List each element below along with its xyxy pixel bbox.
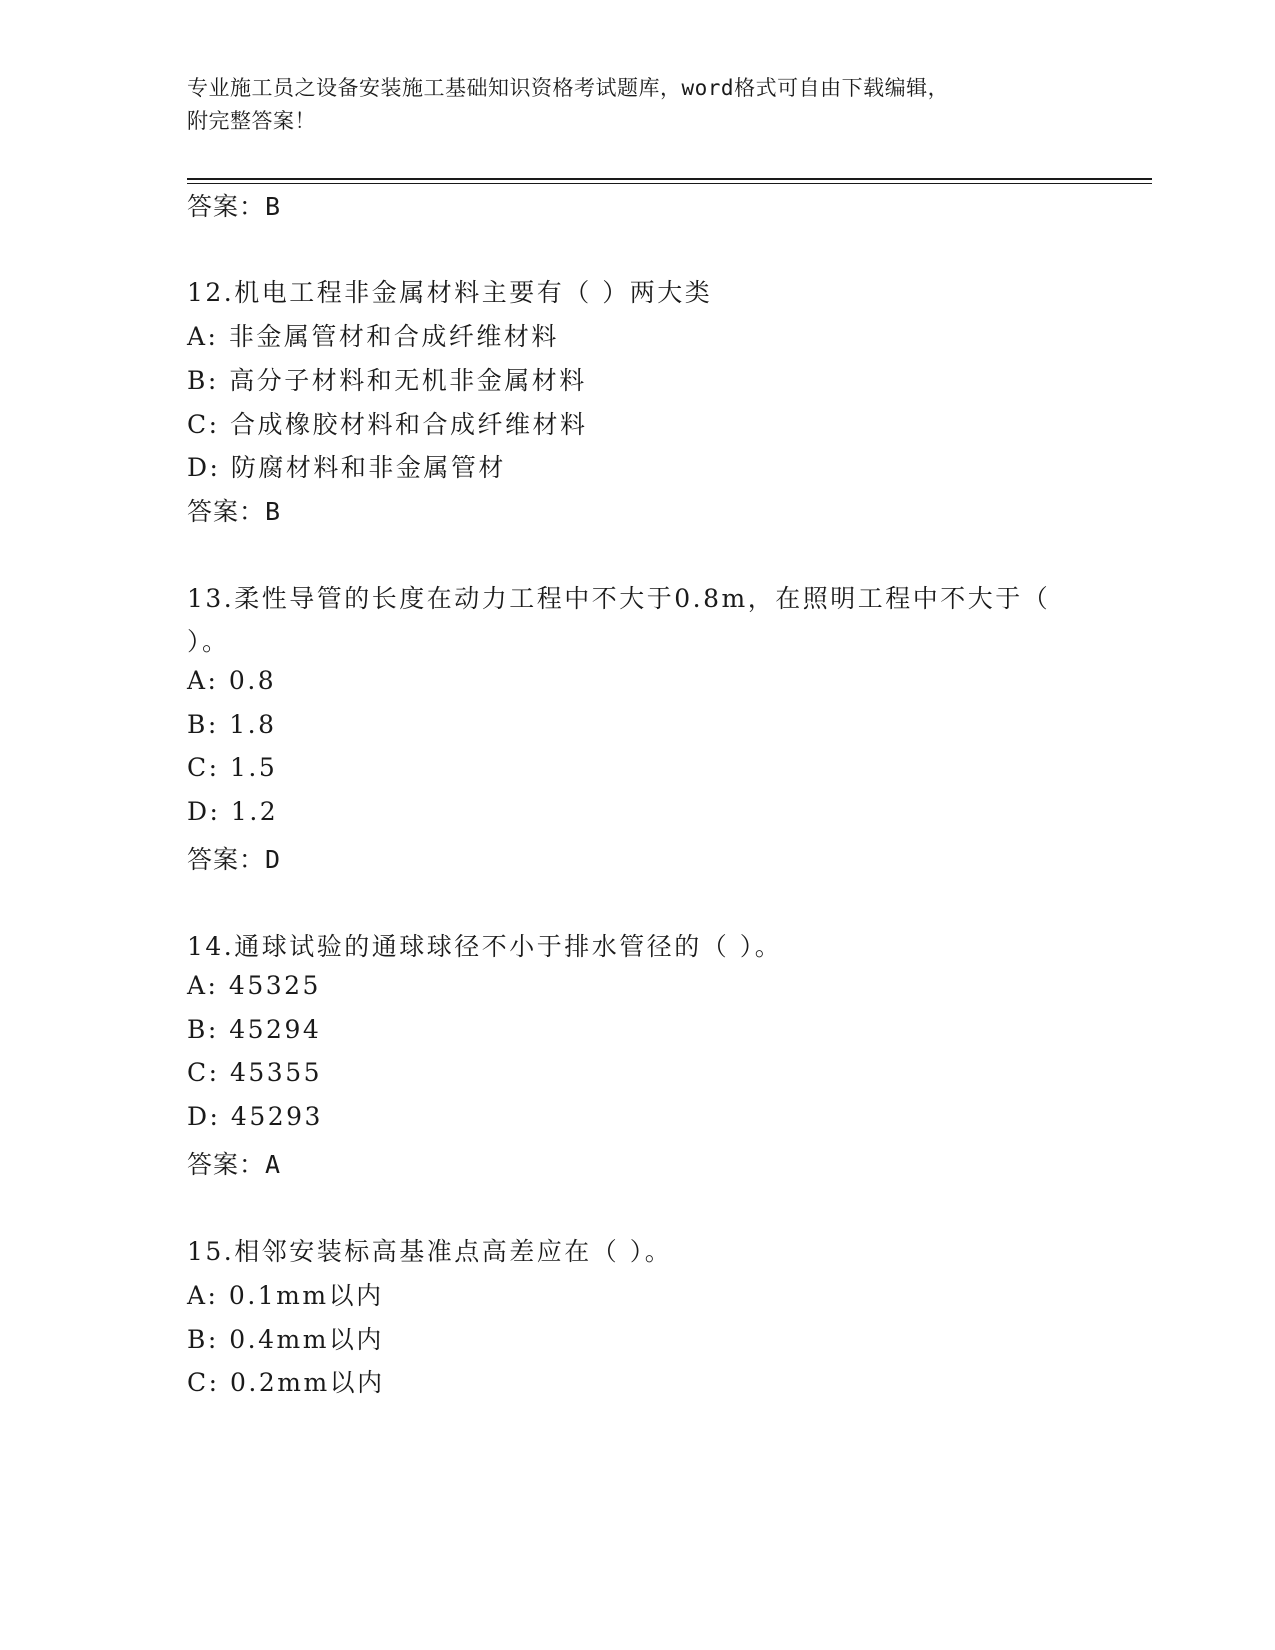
option-b: B: 高分子材料和无机非金属材料	[187, 366, 587, 395]
option-a: A: 45325	[187, 971, 321, 1000]
option-b: B: 0.4mm以内	[187, 1325, 384, 1354]
option-c: C: 45355	[187, 1058, 323, 1087]
question-stem: 12.机电工程非金属材料主要有（ ）两大类	[187, 278, 713, 307]
header-line-2: 附完整答案！	[187, 109, 316, 133]
option-d: D: 45293	[187, 1102, 323, 1131]
option-a: A: 0.8	[187, 666, 277, 695]
header-divider-thin	[187, 183, 1152, 184]
answer-line: 答案：D	[187, 845, 282, 874]
question-stem: 14.通球试验的通球球径不小于排水管径的（ ）。	[187, 932, 783, 961]
option-c: C: 合成橡胶材料和合成纤维材料	[187, 410, 588, 439]
header-divider-thick	[187, 178, 1152, 180]
answer-line: 答案：B	[187, 497, 282, 526]
question-stem: 13.柔性导管的长度在动力工程中不大于0.8m，在照明工程中不大于（	[187, 584, 1051, 613]
option-b: B: 45294	[187, 1015, 322, 1044]
header-line-1: 专业施工员之设备安装施工基础知识资格考试题库，word格式可自由下载编辑，	[187, 76, 950, 100]
answer-line: 答案：B	[187, 192, 282, 221]
option-a: A: 0.1mm以内	[187, 1281, 384, 1310]
document-header	[187, 72, 1067, 138]
question-stem-continued: ）。	[187, 627, 230, 656]
option-c: C: 0.2mm以内	[187, 1368, 385, 1397]
option-a: A: 非金属管材和合成纤维材料	[187, 322, 559, 351]
option-b: B: 1.8	[187, 710, 277, 739]
question-stem: 15.相邻安装标高基准点高差应在（ ）。	[187, 1237, 673, 1266]
option-d: D: 1.2	[187, 797, 279, 826]
option-d: D: 防腐材料和非金属管材	[187, 453, 506, 482]
answer-line: 答案：A	[187, 1150, 282, 1179]
option-c: C: 1.5	[187, 753, 278, 782]
